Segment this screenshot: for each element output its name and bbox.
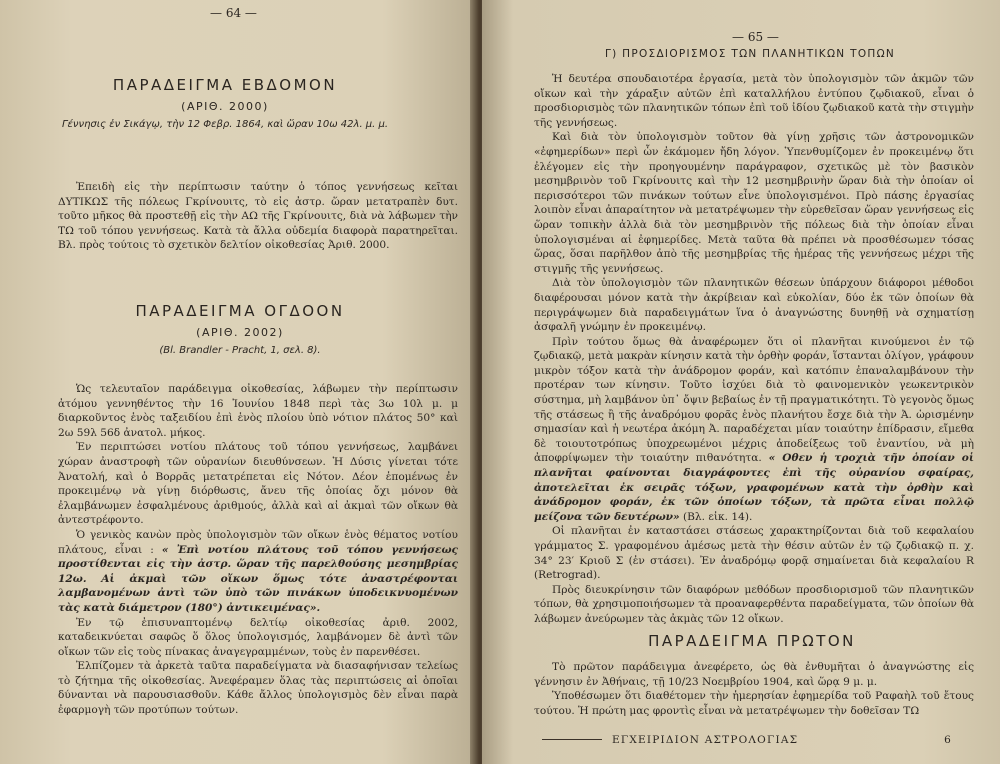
example-seven-subtitle: (ΑΡΙΘ. 2000) — [181, 100, 269, 113]
page-number-right: — 65 — — [732, 30, 779, 44]
example-seven-heading — [60, 76, 390, 130]
page-number-left: — 64 — — [210, 6, 257, 20]
rule-quote: « Ἐπὶ νοτίου πλάτους τοῦ τόπου γεννήσεως προστίθενται εἰς τὴν ἀστρ. ὥραν τῆς παρελθούσης μεσημβρίας 12ω. Αἱ ἀκμαὶ τῶν οἴκων ὅμως τότε ἀναστρέφονται λαμβανομένων ἀντὶ τῶν ὑπὸ τῶν πινάκων ὑποδεικνυομένων τὰς κατὰ διάμετρον (180°) ἀντικειμένας». — [58, 543, 458, 614]
paragraph: Ἐν περιπτώσει νοτίου πλάτους τοῦ τόπου γεννήσεως, λαμβάνει χώραν ἀναστροφὴ τῶν οὐρανίων διευθύνσεων. Ἡ Δύσις γίνεται τότε Ἀνατολή, καὶ ὁ Βορρᾶς μετατρέπεται εἰς Νότον. Δέον ἑπομένως ἐν προκειμένῳ νὰ γίνῃ διόρθωσις, ἄνευ τῆς ὁποίας ὄχι μόνον θὰ ἐλαμβάνωμεν ἐσφαλμένους ἀριθμούς, ἀλλὰ καὶ αἱ ἀκμαὶ τῶν οἴκων θὰ ἀντεστρέφοντο. — [58, 441, 458, 527]
orbit-quote: « Οθεν ἡ τροχιὰ τῆν ὁποίαν οἱ πλανῆται φαίνονται διαγράφοντες ἐπὶ τῆς οὐρανίου σφαίρας, ἀποτελεῖται ἐκ σειρᾶς τόξων, γραφομένων κατὰ τὴν ὀρθὴν καὶ ἀνάδρομον φοράν, ἐκ τῶν ὁποίων τόξων, τὰ πρῶτα εἶναι πολλῷ μείζονα τῶν δευτέρων» — [534, 452, 974, 523]
paragraph: Πρὶν τούτου ὅμως θὰ ἀναφέρωμεν ὅτι οἱ πλανῆται κινούμενοι ἐν τῷ ζῳδιακῷ, μετὰ μακρὰν κίνησιν κατὰ τὴν ὀρθὴν φοράν, ἵστανται ὀλίγον, γράφουν μικρὸν τόξον κατὰ τὴν ἀνάδρομον φοράν, καὶ κατόπιν ἐπαναλαμβάνουν τὴν προτέραν των κίνησιν. Τοῦτο ἰσχύει διὰ τὸ φαινομενικὸν γεωκεντρικὸν σύστημα, μὴ λαμβάνον ὑπ᾽ ὄψιν βεβαίως ἐν τῇ πραγματικότητι. Τὸ γεγονὸς ὅμως τῆς στάσεως ἢ τῆς ἀναδρόμου φορᾶς ἑνὸς πλανήτου ἔσχε διὰ τὴν Ἀ. ὡρισμένην σημασίαν καὶ ἡ νεωτέρα ἀκόμη Ἀ. παραδέχεται μίαν τοιαύτην ἐπίδρασιν, εἴμεθα δὲ τοιουτοτρόπως ὑποχρεωμένοι μέχρις ἀποδείξεως τοῦ ἐναντίου, νὰ μὴ ἀποφρίψωμεν τὴν τοιαύτην πιθανότητα. « Οθεν ἡ τροχιὰ τῆν ὁποίαν οἱ πλανῆται φαίνονται διαγράφοντες ἐπὶ τῆς οὐρανίου σφαίρας, ἀποτελεῖται ἐκ σειρᾶς τόξων, γραφομένων κατὰ τὴν ὀρθὴν καὶ ἀνάδρομον φοράν, ἐκ τῶν ὁποίων τόξων, τὰ πρῶτα εἶναι πολλῷ μείζονα τῶν δευτέρων» (Βλ. εἰκ. 14). — [534, 335, 974, 523]
paragraph: Ὑποθέσωμεν ὅτι διαθέτομεν τὴν ἡμερησίαν ἐφημερίδα τοῦ Ραφαὴλ τοῦ ἔτους τούτου. Ἡ πρώτη μας φροντὶς εἶναι νὰ μετατρέψωμεν τὴν δοθεῖσαν ΤΩ — [534, 690, 974, 717]
example-seven-note: Γέννησις ἐν Σικάγῳ, τὴν 12 Φεβρ. 1864, καὶ ὥραν 10ω 42λ. μ. μ. — [61, 119, 389, 130]
paragraph: Οἱ πλανῆται ἐν καταστάσει στάσεως χαρακτηρίζονται διὰ τοῦ κεφαλαίου γράμματος Σ. γραφομένου ἀμέσως μετὰ τὴν θέσιν αὐτῶν ἐν τῷ ζῳδιακῷ π. χ. 34° 23′ Κριοῦ Σ (ἐν στάσει). Ἐν ἀναδρόμῳ φορᾷ σημαίνεται διὰ κεφαλαίου R (Retrograd). — [534, 525, 974, 582]
footer-title: ΕΓΧΕΙΡΙΔΙΟΝ ΑΣΤΡΟΛΟΓΙΑΣ — [612, 734, 799, 746]
example-eight-note: (Bl. Brandler - Pracht, 1, σελ. 8). — [159, 345, 321, 356]
example-seven-title: ΠΑΡΑΔΕΙΓΜΑ ΕΒΔΟΜΟΝ — [112, 76, 338, 94]
example-eight-title: ΠΑΡΑΔΕΙΓΜΑ ΟΓΔΟΟΝ — [135, 302, 345, 320]
paragraph: Διὰ τὸν ὑπολογισμὸν τῶν πλανητικῶν θέσεων ὑπάρχουν διάφοροι μέθοδοι διαφέρουσαι μόνον κατὰ τὴν ἀκρίβειαν καὶ εὐκολίαν, δύο ἐκ τῶν ὁποίων θὰ περιγράψωμεν διὰ παραδειγμάτων ἵνα ὁ ἀναγνώστης δυνηθῇ νὰ σχηματίσῃ ἀσφαλῆ γνώμην ἐν προκειμένῳ. — [534, 277, 974, 334]
example-eight-subtitle: (ΑΡΙΘ. 2002) — [196, 326, 284, 339]
right-page — [482, 0, 1000, 764]
paragraph: Τὸ πρῶτον παράδειγμα ἀνεφέρετο, ὡς θὰ ἐνθυμῆται ὁ ἀναγνώστης εἰς γέννησιν ἐν Ἀθήναις, τῇ 10/23 Νοεμβρίου 1904, καὶ ὥρᾳ 9 μ. μ. — [534, 661, 974, 688]
paragraph: Πρὸς διευκρίνησιν τῶν διαφόρων μεθόδων προσδιορισμοῦ τῶν πλανητικῶν τόπων, θὰ χρησιμοποιήσωμεν τὰ προαναφερθέντα παραδείγματα, τῶν ὁποίων θὰ λάβωμεν ἀνεύρωμεν τὰς ἀκμὰς τῶν 12 οἴκων. — [534, 583, 974, 625]
example-seven-text: Ἐπειδὴ εἰς τὴν περίπτωσιν ταύτην ὁ τόπος γεννήσεως κεῖται ΔΥΤΙΚΩΣ τῆς πόλεως Γκρίνουιτς, τὸ εἰς ἀστρ. ὥραν μετατραπὲν δυτ. τοῦτο μῆκος θὰ προστεθῇ εἰς τὴν ΑΩ τῆς Γκρίνουιτς, διὰ νὰ λάβωμεν τὴν ΤΩ τοῦ τόπου γεννήσεως. Κατὰ τὰ ἄλλα οὐδεμία διαφορὰ παρατηρεῖται. Βλ. πρὸς τούτοις τὸ σχετικὸν δελτίον οἰκοθεσίας Ἀριθ. 2000. — [58, 181, 458, 252]
example-one-text — [534, 660, 974, 718]
left-page — [0, 0, 478, 764]
section-body — [534, 72, 974, 627]
example-eight-heading — [90, 302, 390, 356]
example-one-title: ΠΑΡΑΔΕΙΓΜΑ ΠΡΩΤΟΝ — [648, 632, 856, 650]
page-footer — [612, 734, 952, 746]
paragraph: Ὁ γενικὸς κανὼν πρὸς ὑπολογισμὸν τῶν οἴκων ἑνὸς θέματος νοτίου πλάτους, εἶναι : « Ἐπὶ νοτίου πλάτους τοῦ τόπου γεννήσεως προστίθενται εἰς τὴν ἀστρ. ὥραν τῆς παρελθούσης μεσημβρίας 12ω. Αἱ ἀκμαὶ τῶν οἴκων ὅμως τότε ἀναστρέφονται λαμβανομένων ἀντὶ τῶν ὑπὸ τῶν πινάκων ὑποδεικνυομένων τὰς κατὰ διάμετρον (180°) ἀντικειμένας». — [58, 528, 458, 614]
paragraph: Ἐν τῷ ἐπισυναπτομένῳ δελτίῳ οἰκοθεσίας ἀριθ. 2002, καταδεικνύεται σαφῶς ὅ ὅλος ὑπολογισμός, λαμβάνομεν δὲ ἀντὶ τῶν οἴκων τῶν εἰς τοὺς πίνακας ἀναγεγραμμένων, τοὺς ἐν παρενθέσει. — [58, 616, 458, 658]
paragraph: Ὡς τελευταῖον παράδειγμα οἰκοθεσίας, λάβωμεν τὴν περίπτωσιν ἀτόμου γεννηθέντος τὴν 16 Ἰουνίου 1848 περὶ τὰς 3ω 10λ μ. μ διαρκοῦντος ἑνὸς ταξειδίου ἐπὶ ἑνὸς πλοίου ὑπὸ νότιον πλάτος 50° καὶ 2ω 59λ 56δ ἀνατολ. μήκος. — [58, 383, 458, 439]
paragraph: Καὶ διὰ τὸν ὑπολογισμὸν τοῦτον θὰ γίνῃ χρῆσις τῶν ἀστρονομικῶν «ἐφημερίδων» περὶ ὧν ἐκάμομεν ἤδη λόγον. Ὑπενθυμίζομεν ἐν προκειμένῳ ὅτι ἐλέγομεν εἰς τὴν προηγουμένην παράγραφον, σχετικῶς μὲ τὸν βασικὸν μεσημβρινὸν τοῦ Γκρίνουιτς καὶ τὴν 12 μεσημβρινὴν ὥραν διὰ τὴν ὁποίαν οἱ περισσότεροι τῶν πινάκων τούτων εἶνε ὑπολογισμένοι. Πρὸ πάσης ἐργασίας λοιπὸν εἶναι ἀπαραίτητον νὰ μετατρέψωμεν τὴν εὑρεθεῖσαν ὥραν γεννήσεως εἰς ὥραν τοπικὴν ἀλλὰ διὰ τὸν μεσημβρινὸν τῆς πόλεως διὰ τὴν ὁποίαν εἶναι ὑπολογισμέναι αἱ ἐφημερίδες. Μετὰ ταῦτα θὰ πρέπει νὰ προσθέσωμεν τόσας ὥρας, ὅσαι παρῆλθον ἀπὸ τῆς μεσημβρίας τῆς ἡμέρας τῆς γεννήσεως μέχρι τῆς στιγμῆς τῆς γεννήσεως. — [534, 131, 974, 275]
paragraph: Ἐλπίζομεν τὰ ἀρκετὰ ταῦτα παραδείγματα νὰ διασαφήνισαν τελείως τὸ ζήτημα τῆς οἰκοθεσίας. Ἀνεφέραμεν ὅλας τὰς περιπτώσεις αἱ ὁποῖαι δύνανται νὰ παρουσιασθοῦν. Κάθε ἄλλος ὑπολογισμὸς δὲν εἶναι παρὰ ἐφαρμογὴ τῶν προτύπων τούτων. — [58, 660, 458, 717]
section-header: Γ) ΠΡΟΣΔΙΟΡΙΣΜΟΣ ΤΩΝ ΠΛΑΝΗΤΙΚΩΝ ΤΟΠΩΝ — [604, 48, 896, 60]
paragraph: Ἡ δευτέρα σπουδαιοτέρα ἐργασία, μετὰ τὸν ὑπολογισμὸν τῶν ἀκμῶν τῶν οἴκων καὶ τὴν χάραξιν αὐτῶν ἐπὶ καταλλήλου ἐντύπου ζῳδιακοῦ, εἶναι ὁ προσδιορισμὸς τῶν πλανητικῶν τόπων ἐπὶ τοῦ ἰδίου ζῳδιακοῦ κατὰ τὴν στιγμὴν τῆς γεννήσεως. — [534, 73, 974, 129]
footer-signature-number: 6 — [944, 734, 952, 746]
example-one-heading — [622, 632, 882, 650]
example-eight-text — [58, 382, 458, 718]
footer-rule — [542, 739, 602, 740]
